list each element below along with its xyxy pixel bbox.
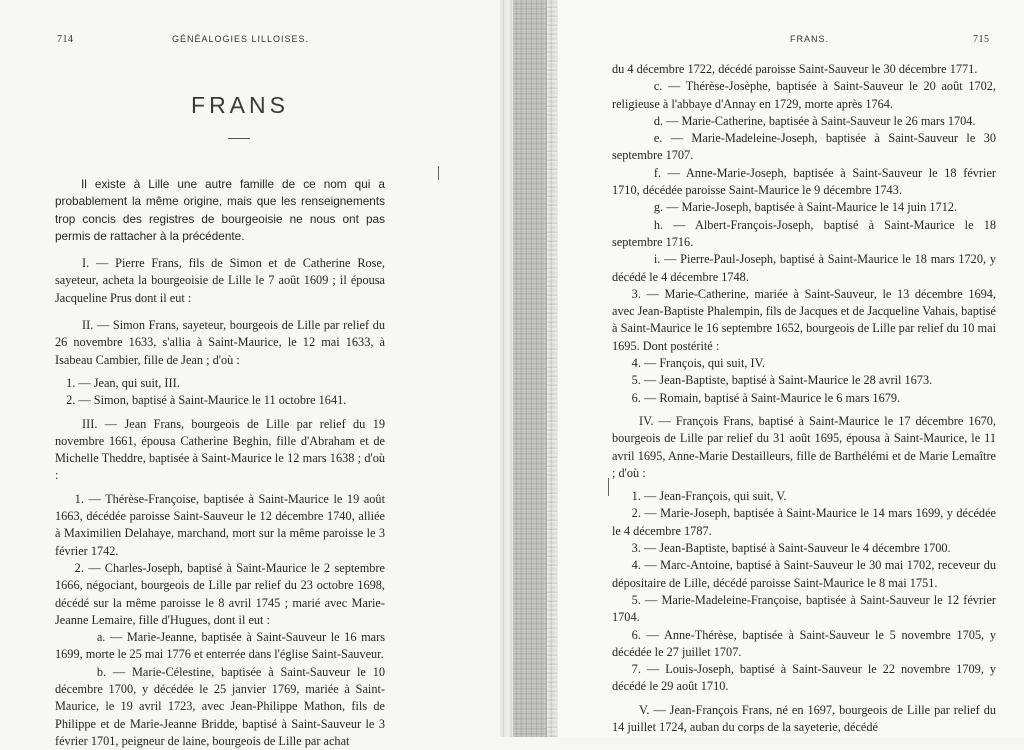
list-item: 1. — Jean-François, qui suit, V. <box>631 489 787 504</box>
generation-iii-paragraph: III. — Jean Frans, bourgeois de Lille par relief du 19 novembre 1661, épousa Catherine Beghin, fille d'Abraham et de Michelle Theddre, baptisée à Saint-Maurice le 12 mars 1638 ; d'où : <box>55 416 385 483</box>
list-item: 1. — Jean, qui suit, III. <box>66 375 180 390</box>
gutter-noise <box>547 0 557 737</box>
list-item: d. — Marie-Catherine, baptisée à Saint-Sauveur le 26 mars 1704. <box>653 113 976 128</box>
generation-ii-paragraph: II. — Simon Frans, sayeteur, bourgeois de Lille par relief du 26 novembre 1633, s'allia à Saint-Maurice, le 12 mai 1633, à Isabeau Cambier, fille de Jean ; d'où : <box>55 318 385 367</box>
list-item: 2. — Charles-Joseph, baptisé à Saint-Maurice le 2 septembre 1666, négociant, bourgeois de Lille par relief du 23 octobre 1698, décédé sur la même paroisse le 8 avril 1745 ; marié avec Marie-Jeanne Lemaire, fille d'Hugues, dont il eut : <box>55 560 385 627</box>
list-item: 5. — Jean-Baptiste, baptisé à Saint-Maurice le 28 avril 1673. <box>631 373 933 388</box>
list-item: c. — Thérèse-Josèphe, baptisée à Saint-Sauveur le 20 août 1702, religieuse à l'abbaye d'Annay en 1729, morte après 1764. <box>612 79 996 111</box>
right-page-number: 715 <box>973 34 990 45</box>
list-item: b. — Marie-Célestine, baptisée à Saint-Sauveur le 10 décembre 1700, y décédée le 25 janvier 1769, mariée à Saint-Maurice, le 19 avril 1723, avec Jean-Philippe Mathon, fils de Philippe et de Marie-Jeanne Bridde, baptisé à Saint-Sauveur le 3 février 1701, peigneur de laine, bourgeois de Lille par achat <box>55 664 385 748</box>
left-page-number: 714 <box>57 34 74 45</box>
list-item: 2. — Marie-Joseph, baptisée à Saint-Maurice le 14 mars 1699, y décédée le 4 décembre 1787. <box>612 506 996 538</box>
list-item: g. — Marie-Joseph, baptisée à Saint-Maurice le 14 juin 1712. <box>653 200 958 215</box>
list-item: 5. — Marie-Madeleine-Françoise, baptisée à Saint-Sauveur le 12 février 1704. <box>612 592 996 625</box>
title-rule <box>228 138 250 139</box>
intro-paragraph: Il existe à Lille une autre famille de ce nom qui a probablement la même origine, mais que les renseignements trop concis des registres de bourgeoisie ne nous ont pas permis de rattacher à la précédente. <box>55 177 385 243</box>
right-page <box>510 0 1024 737</box>
list-item: 4. — François, qui suit, IV. <box>631 356 766 371</box>
list-item: i. — Pierre-Paul-Joseph, baptisé à Saint-Maurice le 18 mars 1720, y décédé le 4 décembre 1748. <box>612 252 996 284</box>
right-text-column <box>612 61 996 746</box>
chapter-title: FRANS <box>191 92 289 118</box>
margin-mark <box>608 478 609 496</box>
list-item: 3. — Marie-Catherine, mariée à Saint-Sauveur, le 13 décembre 1694, avec Jean-Baptiste Phalempin, fils de Jacques et de Jacqueline Vahais, baptisé à Saint-Maurice le 16 septembre 1652, bourgeois de Lille par relief du 10 mai 1695. Dont postérité : <box>612 286 996 353</box>
list-item: 6. — Anne-Thérèse, baptisée à Saint-Sauveur le 5 novembre 1705, y décédée le 27 juillet 1707. <box>612 627 996 659</box>
book-spine-shadow <box>513 0 547 737</box>
list-item: 4. — Marc-Antoine, baptisé à Saint-Sauveur le 30 mai 1702, receveur du dépositaire de Lille, décédé paroisse Saint-Maurice le 8 mai 1751. <box>612 558 996 590</box>
list-item: du 4 décembre 1722, décédé paroisse Saint-Sauveur le 30 décembre 1771. <box>612 62 978 76</box>
generation-iv-paragraph: IV. — François Frans, baptisé à Saint-Maurice le 17 décembre 1670, bourgeois de Lille par relief du 31 août 1695, épousa à Saint-Maurice, le 11 avril 1695, Anne-Marie Destailleurs, fille de Barthélémi et de Marie Lemaître ; d'où : <box>612 413 996 480</box>
list-item: f. — Anne-Marie-Joseph, baptisée à Saint-Sauveur le 18 février 1710, décédée paroisse Saint-Maurice le 9 décembre 1743. <box>612 165 996 198</box>
list-item: 3. — Jean-Baptiste, baptisé à Saint-Sauveur le 4 décembre 1700. <box>631 541 951 556</box>
list-item: 7. — Louis-Joseph, baptisé à Saint-Sauveur le 22 novembre 1709, y décédé le 29 août 1710. <box>612 662 996 694</box>
list-item: a. — Marie-Jeanne, baptisée à Saint-Sauveur le 16 mars 1699, morte le 25 mai 1776 et enterrée dans l'église Saint-Sauveur. <box>55 630 385 662</box>
margin-mark <box>438 166 439 180</box>
left-running-head: GÉNÉALOGIES LILLOISES. <box>172 34 310 44</box>
list-item: 1. — Thérèse-Françoise, baptisée à Saint-Maurice le 19 août 1663, décédée paroisse Saint-Sauveur le 12 décembre 1740, alliée à Maximilien Delahaye, marchand, mort sur la même paroisse le 3 février 1742. <box>55 491 385 558</box>
generation-v-paragraph: V. — Jean-François Frans, né en 1697, bourgeois de Lille par relief du 14 juillet 1724, auban du corps de la sayeterie, décédé <box>612 702 996 734</box>
generation-i-paragraph: I. — Pierre Frans, fils de Simon et de Catherine Rose, sayeteur, acheta la bourgeoisie de Lille le 7 août 1609 ; il épousa Jacqueline Prus dont il eut : <box>55 256 385 305</box>
list-item: 6. — Romain, baptisé à Saint-Maurice le 6 mars 1679. <box>631 390 901 405</box>
list-item: e. — Marie-Madeleine-Joseph, baptisée à Saint-Sauveur le 30 septembre 1707. <box>612 131 996 163</box>
left-page <box>0 0 510 748</box>
list-item: 2. — Simon, baptisé à Saint-Maurice le 11 octobre 1641. <box>66 393 347 408</box>
right-running-head: FRANS. <box>790 34 830 44</box>
left-text-column <box>55 176 385 750</box>
list-item: h. — Albert-François-Joseph, baptisé à Saint-Maurice le 18 septembre 1716. <box>612 217 996 249</box>
